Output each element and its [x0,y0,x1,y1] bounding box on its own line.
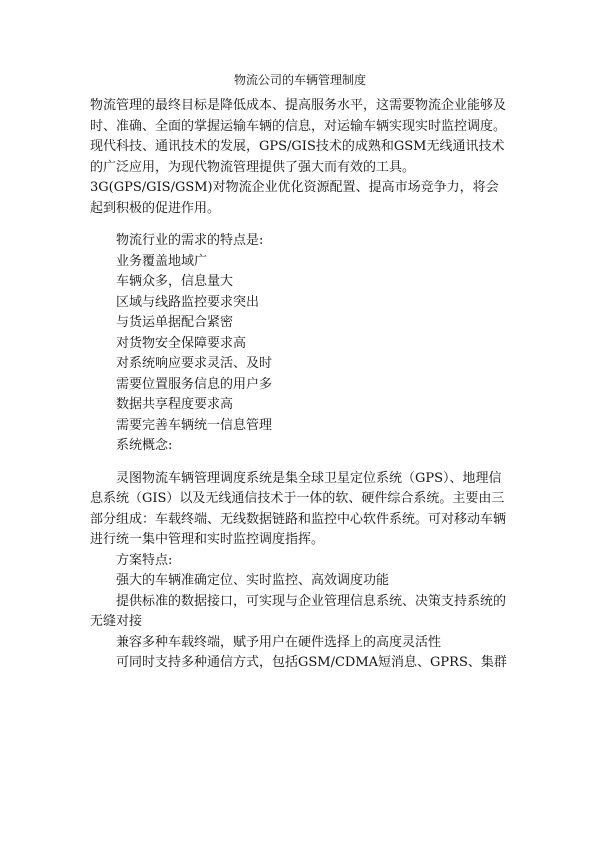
need-item: 数据共享程度要求高 [116,397,234,412]
needs-heading: 物流行业的需求的特点是: [116,233,264,248]
document-title: 物流公司的车辆管理制度 [233,73,366,87]
need-item: 对货物安全保障要求高 [116,335,247,351]
feature-item: 可同时支持多种通信方式，包括GSM/CDMA短消息、GPRS、集群 [116,655,507,670]
document-body [90,96,510,674]
features-heading: 方案特点: [116,552,173,568]
intro-paragraph: 物流管理的最终目标是降低成本、提高服务水平，这需要物流企业能够及时、准确、全面的掌握运输车辆的信息，对运输车辆实现实时监控调度。现代科技、通讯技术的发展，GPS/GIS技术的成熟和GSM无线通讯技术的广泛应用，为现代物流管理提供了强大而有效的工具。3G(GPS/GIS/GSM)对物流企业优化资源配置、提高市场竞争力，将会起到积极的促进作用。 [90,98,507,216]
need-item: 与货运单据配合紧密 [116,315,234,330]
feature-item: 强大的车辆准确定位、实时监控、高效调度功能 [116,573,390,588]
need-item: 需要位置服务信息的用户多 [116,376,273,392]
need-item: 业务覆盖地域广 [116,253,208,269]
concept-heading: 系统概念: [116,438,173,453]
feature-item: 提供标准的数据接口，可实现与企业管理信息系统、决策支持系统的无缝对接 [90,593,507,629]
need-item: 车辆众多，信息量大 [116,274,234,289]
need-item: 区域与线路监控要求突出 [116,294,260,310]
need-item: 需要完善车辆统一信息管理 [116,417,273,433]
feature-item: 兼容多种车载终端，赋予用户在硬件选择上的高度灵活性 [116,634,442,650]
need-item: 对系统响应要求灵活、及时 [116,356,273,371]
concept-paragraph: 灵图物流车辆管理调度系统是集全球卫星定位系统（GPS）、地理信息系统（GIS）以及无线通信技术于一体的软、硬件综合系统。主要由三部分组成：车载终端、无线数据链路和监控中心软件系统。可对移动车辆进行统一集中管理和实时监控调度指挥。 [90,470,507,547]
